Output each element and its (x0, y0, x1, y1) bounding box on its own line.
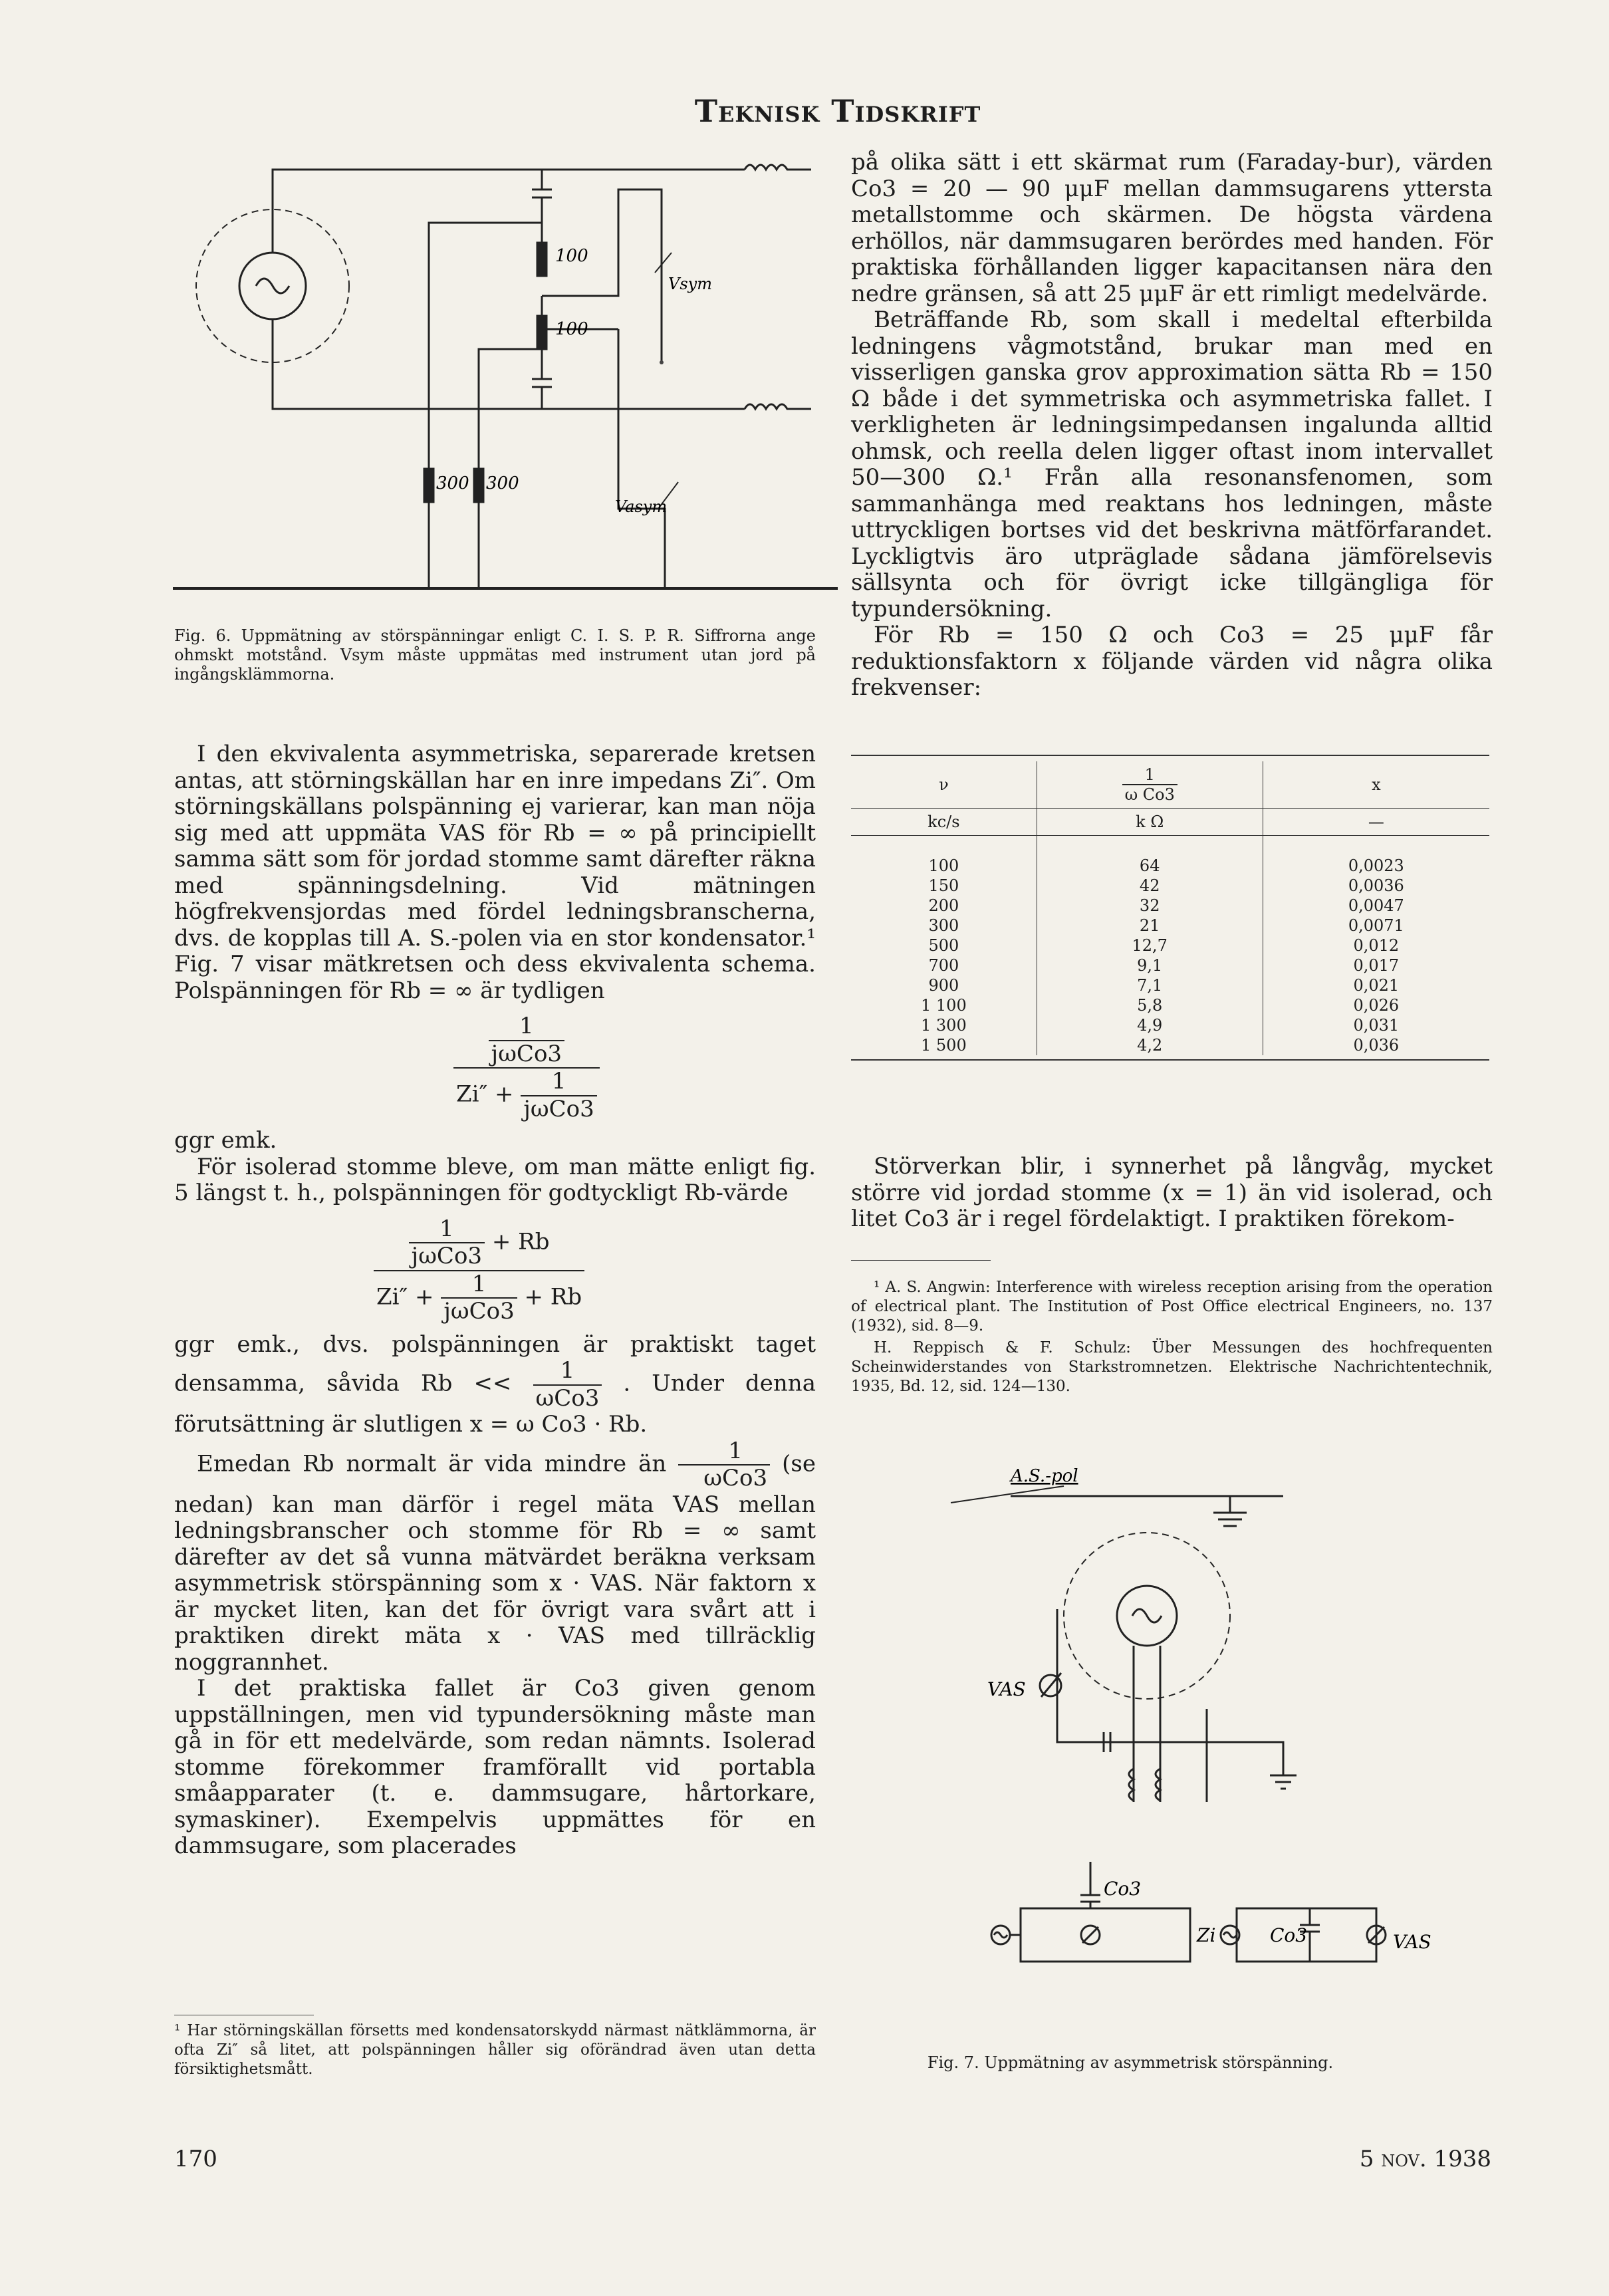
table-cell: 0,031 (1353, 1016, 1400, 1035)
paragraph: I det praktiska fallet är Co3 given genom uppställningen, men vid typundersökning måste man gå in för ett medelvärde, som redan nämnts. Isolerad stomme förekommer framförallt vid portabla småapparater (t. e. dammsugare, hårtorkare, symaskiner). Exempelvis uppmättes för en dammsugare, som placerades (174, 1675, 816, 1859)
table-row (851, 956, 1489, 975)
paragraph: Beträffande Rb, som skall i medeltal efterbilda ledningens vågmotstånd, brukar man med en visserligen ganska grov approximation sätta Rb = 150 Ω både i det symmetriska och asymmetriska fallet. I verkligheten är ledningsimpedansen ingalunda alltid ohmsk, och reella delen ligger oftast inom intervallet 50—300 Ω.¹ Från alla resonansfenomen, som sammanhänga med reaktans hos ledningen, måste uttryckligen bortses vid det beskrivna mätförfarandet. Lyckligtvis äro utpräglade sådana jämförelsevis sällsynta och för övrigt icke tillgängliga för typundersökning. (851, 307, 1493, 622)
fig6-label-r4: 300 (486, 473, 519, 493)
table-cell: 200 (851, 896, 1037, 916)
table-row (851, 995, 1489, 1015)
fig7-label-co3: Co3 (1104, 1878, 1142, 1900)
paragraph: Emedan Rb normalt är vida mindre än $\frac{1}{\text{ωCo3}}$ (se nedan) kan man därför i regel mäta VAS mellan ledningsbranscher och stomme för Rb = ∞ samt därefter av det så vunna mätvärdet beräkna verksam asymmetrisk störspänning som x · VAS. När faktorn x är mycket liten, kan det för övrigt vara svårt att i praktiken direkt mäta x · VAS med tillräcklig noggrannhet. (174, 1437, 816, 1676)
table-cell: 64 (1037, 856, 1263, 876)
journal-title: Teknisk Tidskrift (694, 93, 981, 129)
figure-7-caption: Fig. 7. Uppmätning av asymmetrisk störspänning. (927, 2053, 1334, 2072)
table-cell: 0,026 (1353, 996, 1400, 1015)
table-cell: 9,1 (1037, 956, 1263, 975)
table-cell: 7,1 (1037, 975, 1263, 995)
paragraph: I den ekvivalenta asymmetriska, separerade kretsen antas, att störningskällan har en inre impedans Zi″. Om störningskällans polspänning ej varierar, kan man nöja sig med att uppmäta VAS för Rb = ∞ på principiellt samma sätt som för jordad stomme samt därefter räkna med spänningsdelning. Vid mätningen högfrekvensjordas med fördel ledningsbranscherna, dvs. de kopplas till A. S.-polen via en stor kondensator.¹ Fig. 7 visar mätkretsen och dess ekvivalenta schema. Polspänningen för Rb = ∞ är tydligen (174, 741, 816, 1004)
figure-7-circuit (911, 1456, 1483, 2041)
table-cell: 5,8 (1037, 995, 1263, 1015)
table-cell: 12,7 (1037, 936, 1263, 956)
right-footnotes: ¹ A. S. Angwin: Interference with wireless reception arising from the operation of electrical plant. The Institution of Post Office electrical Engineers, no. 137 (1932), sid. 8—9. H. Reppisch & F. Schulz: Über Messungen des hochfrequenten Scheinwiderstandes von Starkstromnetzen. Elektrische Nachrichtentechnik, 1935, Bd. 12, sid. 124—130. (851, 1279, 1493, 1395)
fig6-label-r1: 100 (555, 246, 588, 266)
table-cell: 42 (1037, 876, 1263, 896)
fig6-label-r2: 100 (555, 319, 588, 339)
table-row (851, 916, 1489, 936)
paragraph: Störverkan blir, i synnerhet på långvåg, mycket större vid jordad stomme (x = 1) än vid isolerad, och litet Co3 är i regel fördelaktigt. I praktiken förekom- (851, 1153, 1493, 1232)
table-row (851, 936, 1489, 956)
table-cell: 500 (851, 936, 1037, 956)
table-cell: 4,2 (1037, 1035, 1263, 1055)
table-header-nu: ν (851, 761, 1037, 809)
right-column (851, 150, 1493, 702)
table-row (851, 975, 1489, 995)
issue-date: 5 nov. 1938 (1359, 2146, 1491, 2172)
table-cell: 0,0036 (1348, 876, 1404, 895)
paragraph: ggr emk. (174, 1127, 277, 1154)
table-cell: 0,021 (1353, 976, 1400, 995)
table-row (851, 856, 1489, 876)
table-cell: 100 (851, 856, 1037, 876)
fig7-label-as-pol: A.S.-pol (1011, 1466, 1078, 1486)
table-cell: 0,036 (1353, 1036, 1400, 1055)
table-row (851, 1035, 1489, 1055)
fig6-label-vasym: Vasym (615, 497, 668, 516)
fig7-label-zi: Zi (1197, 1924, 1216, 1946)
reduction-factor-table: ν $\frac{1}{\text{ω Co3}}$ x kc/s k Ω — 100 64 0,0023 150 42 0,0036 200 32 0,0047 300 21 0,0071 500 12,7 0,012 700 9,1 0,017 900 7,1 0,021 1 100 5,8 0,026 1 300 4,9 0,031 1 500 4,2 0,036 (851, 755, 1489, 1061)
left-column (174, 741, 816, 1860)
table-row (851, 896, 1489, 916)
table-cell: 900 (851, 975, 1037, 995)
table-cell: 0,0023 (1348, 856, 1404, 875)
equation-2: $\frac{1}{\text{jωCo3}}$ + Rb Zi″ + $\frac{1}{\text{jωCo3}}$ + Rb (374, 1216, 816, 1325)
figure-6-caption: Fig. 6. Uppmätning av störspänningar enligt C. I. S. P. R. Siffrorna ange ohmskt motstånd. Vsym måste uppmätas med instrument utan jord på ingångsklämmorna. (174, 626, 816, 684)
table-cell: 4,9 (1037, 1015, 1263, 1035)
equation-1: $\frac{1}{\text{jωCo3}}$ Zi″ + $\frac{1}{\text{jωCo3}}$ (453, 1013, 816, 1122)
paragraph: på olika sätt i ett skärmat rum (Faraday-bur), värden Co3 = 20 — 90 μμF mellan dammsugarens yttersta metallstomme och skärmen. De högsta värdena erhöllos, när dammsugaren berördes med handen. För praktiska förhållanden ligger kapacitansen nära den nedre gränsen, så att 25 μμF är ett rimligt medelvärde. (851, 149, 1493, 307)
fig7-label-co3-b: Co3 (1270, 1924, 1308, 1946)
table-row (851, 1015, 1489, 1035)
table-header-x: x (1372, 775, 1381, 794)
fig6-label-vsym: Vsym (668, 275, 712, 293)
table-cell: 700 (851, 956, 1037, 975)
table-cell: 300 (851, 916, 1037, 936)
fig7-label-vas-b: VAS (1393, 1931, 1431, 1953)
table-cell: 32 (1037, 896, 1263, 916)
table-cell: 21 (1037, 916, 1263, 936)
table-cell: 1 100 (851, 995, 1037, 1015)
paragraph: ggr emk., dvs. polspänningen är praktiskt taget densamma, såvida Rb << $\frac{1}{\text{ωCo3}}$ . Under denna förutsättning är slutligen x = ω Co3 · Rb. (174, 1331, 816, 1438)
table-cell: 1 300 (851, 1015, 1037, 1035)
fig6-label-r3: 300 (436, 473, 469, 493)
table-cell: 0,0047 (1348, 896, 1404, 915)
table-row (851, 876, 1489, 896)
table-cell: 1 500 (851, 1035, 1037, 1055)
table-header-impedance: $\frac{1}{\text{ω Co3}}$ (1037, 761, 1263, 809)
footnote-rule (851, 1260, 991, 1261)
fig7-label-vas: VAS (987, 1678, 1026, 1700)
figure-6-circuit (173, 150, 838, 602)
table-cell: 0,017 (1353, 956, 1400, 975)
table-cell: 150 (851, 876, 1037, 896)
paragraph: För isolerad stomme bleve, om man mätte enligt fig. 5 längst t. h., polspänningen för godtyckligt Rb-värde (174, 1153, 816, 1206)
page-number: 170 (174, 2146, 217, 2172)
table-cell: 0,0071 (1348, 916, 1404, 935)
paragraph: För Rb = 150 Ω och Co3 = 25 μμF får reduktionsfaktorn x följande värden vid några olika frekvenser: (851, 622, 1493, 701)
left-footnote: ¹ Har störningskällan försetts med kondensatorskydd närmast nätklämmorna, är ofta Zi″ så litet, att polspänningen håller sig oförändrad även utan detta försiktighetsmått. (174, 2022, 816, 2078)
right-column-continued (851, 1154, 1493, 1233)
table-cell: 0,012 (1353, 936, 1400, 955)
